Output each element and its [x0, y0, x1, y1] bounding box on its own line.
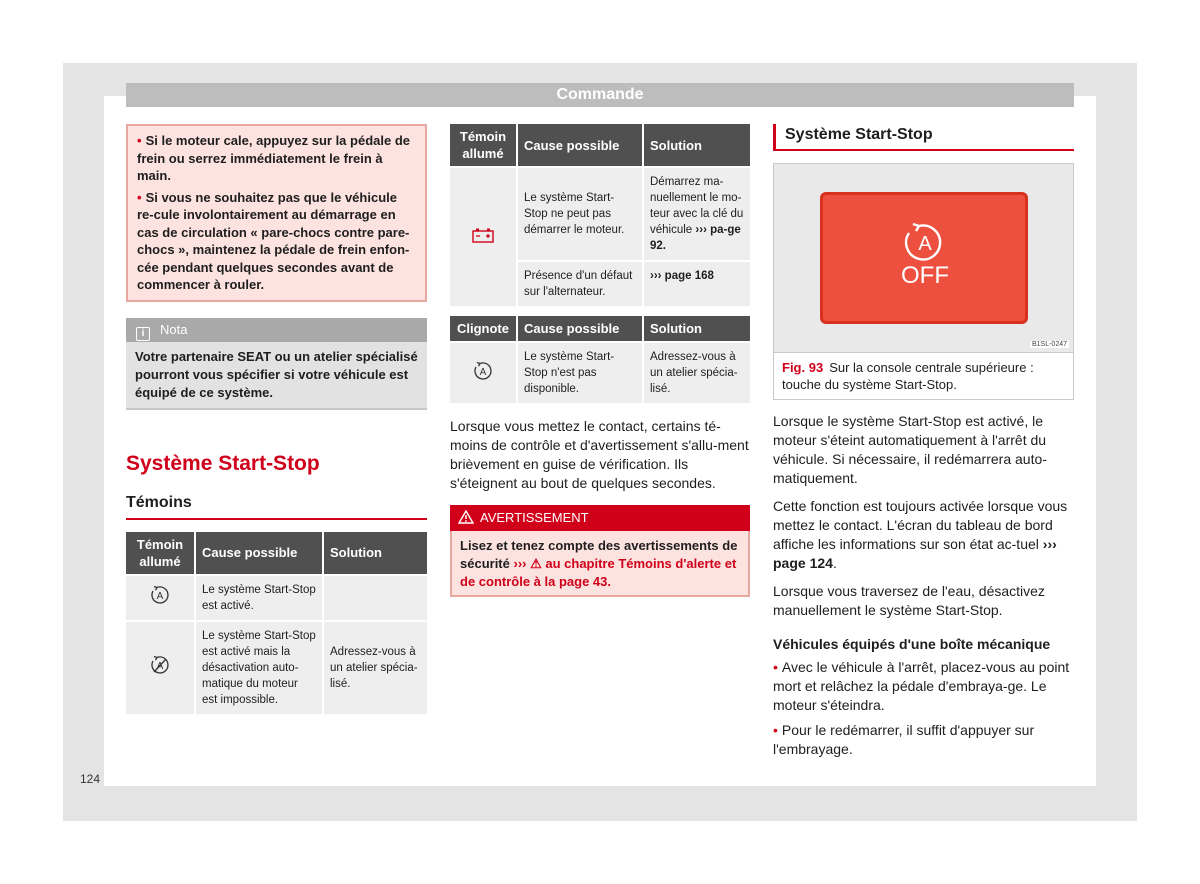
table-header: Solution	[644, 316, 750, 341]
bullet-icon: •	[773, 659, 778, 675]
table-cell: Démarrez ma-nuellement le mo-teur avec la clé du véhicule ››› pa-ge 92.	[644, 168, 750, 260]
table-row	[450, 168, 750, 260]
section-title: Système Start-Stop	[126, 451, 320, 475]
start-stop-a-icon	[149, 584, 171, 606]
table-cell: Le système Start-Stop est activé mais la désactivation auto-matique du moteur est impossible.	[196, 622, 322, 714]
list-item: • Pour le redémarrer, il suffit d'appuyer sur l'embrayage.	[773, 722, 1035, 757]
table-cell	[450, 168, 516, 306]
page-reference-link[interactable]: ››› ⚠ au chapitre Témoins d'alerte et de contrôle à la page 43.	[460, 556, 737, 589]
table-cell	[644, 262, 750, 306]
table-header: Témoin allumé	[126, 532, 194, 574]
table-row	[126, 576, 427, 620]
paragraph: Cette fonction est toujours activée lorsque vous mettez le contact. L'écran du tableau de bord affiche les informations sur son état ac-tuel ››› page 124.	[773, 498, 1068, 571]
nota-header: i Nota	[126, 318, 427, 342]
page-reference-link[interactable]: ››› pa-ge 92.	[650, 224, 741, 252]
battery-icon	[471, 227, 495, 243]
bullet-icon: •	[773, 722, 778, 738]
nota-text: Votre partenaire SEAT ou un atelier spécialisé pourront vous spécifier si votre véhicule est équipé de ce système.	[126, 342, 427, 410]
subsection-title: Témoins	[126, 494, 427, 520]
svg-text:OFF: OFF	[901, 262, 949, 289]
warning-item: • Si le moteur cale, appuyez sur la pédale de frein ou serrez immédiatement le frein à main.	[137, 133, 410, 183]
page-reference-link[interactable]: ››› page 168	[650, 270, 714, 282]
warning-box	[450, 505, 750, 597]
paragraph: Lorsque le système Start-Stop est activé, le moteur s'éteint automatiquement à l'arrêt du véhicule. Si nécessaire, il redémarrera auto-matiquement.	[773, 413, 1047, 486]
table-row	[450, 343, 750, 403]
indicator-table	[124, 530, 429, 716]
bullet-icon: •	[137, 133, 142, 148]
subsection-title: Véhicules équipés d'une boîte mécanique	[773, 636, 1051, 652]
start-stop-button-image	[820, 192, 1028, 324]
info-icon: i	[136, 327, 150, 341]
start-stop-a-icon	[472, 360, 494, 382]
figure-code: B1SL-0247	[1031, 341, 1067, 348]
paragraph: Lorsque vous mettez le contact, certains té-moins de contrôle et d'avertissement s'allu-ment brièvement en guise de vérification. Ils s'éteignent au bout de quelques secondes.	[450, 418, 749, 491]
table-cell: Le système Start-Stop n'est pas disponible.	[518, 343, 642, 403]
table-header: Cause possible	[518, 316, 642, 341]
warning-header: AVERTISSEMENT	[450, 505, 750, 531]
table-cell: Le système Start-Stop est activé.	[196, 576, 322, 620]
indicator-table-blinking	[448, 314, 752, 405]
table-header: Solution	[324, 532, 427, 574]
table-cell: Adressez-vous à un atelier spécia-lisé.	[644, 343, 750, 403]
table-cell	[126, 622, 194, 714]
table-header: Témoin allumé	[450, 124, 516, 166]
table-header: Clignote	[450, 316, 516, 341]
svg-text:A: A	[479, 366, 487, 378]
warning-box	[126, 124, 427, 302]
warning-text: Lisez et tenez compte des avertissements de sécurité ››› ⚠ au chapitre Témoins d'alerte et de contrôle à la page 43.	[460, 538, 738, 589]
table-header: Cause possible	[196, 532, 322, 574]
column-middle	[450, 124, 750, 597]
table-header: Cause possible	[518, 124, 642, 166]
figure	[773, 163, 1074, 400]
figure-caption: Fig. 93 Sur la console centrale supérieure : touche du système Start-Stop.	[782, 360, 1034, 392]
page-number: 124	[80, 772, 101, 786]
page-reference-link[interactable]: ››› page 124	[773, 536, 1057, 571]
table-cell: Présence d'un défaut sur l'alternateur.	[518, 262, 642, 306]
table-cell: Adressez-vous à un atelier spécia-lisé.	[324, 622, 427, 714]
start-stop-off-icon	[891, 219, 959, 289]
table-cell	[324, 576, 427, 620]
column-right	[773, 124, 1074, 768]
paragraph: Lorsque vous traversez de l'eau, désactivez manuellement le système Start-Stop.	[773, 583, 1045, 618]
nota-box	[126, 318, 427, 410]
list-item: • Avec le véhicule à l'arrêt, placez-vous au point mort et relâchez la pédale d'embraya-ge. Le moteur s'éteindra.	[773, 659, 1070, 713]
warning-triangle-icon	[458, 510, 474, 524]
table-row	[126, 622, 427, 714]
svg-text:A: A	[156, 591, 164, 602]
indicator-table-lit	[448, 122, 752, 308]
figure-image	[774, 164, 1073, 353]
column-left	[126, 124, 427, 716]
warning-item: • Si vous ne souhaitez pas que le véhicule re-cule involontairement au démarrage en cas de circulation « pare-chocs contre pare-chocs », maintenez la pédale de frein enfon-cée pendant quelques secondes avant de commencer à rouler.	[137, 189, 410, 292]
table-cell	[450, 343, 516, 403]
bullet-icon: •	[137, 189, 142, 205]
svg-text:A: A	[918, 233, 932, 255]
start-stop-a-crossed-icon	[149, 654, 171, 676]
section-title: Système Start-Stop	[773, 124, 1074, 151]
svg-text:A: A	[156, 661, 164, 672]
table-header: Solution	[644, 124, 750, 166]
table-cell: Le système Start-Stop ne peut pas démarrer le moteur.	[518, 168, 642, 260]
chapter-header: Commande	[126, 83, 1074, 107]
table-cell	[126, 576, 194, 620]
